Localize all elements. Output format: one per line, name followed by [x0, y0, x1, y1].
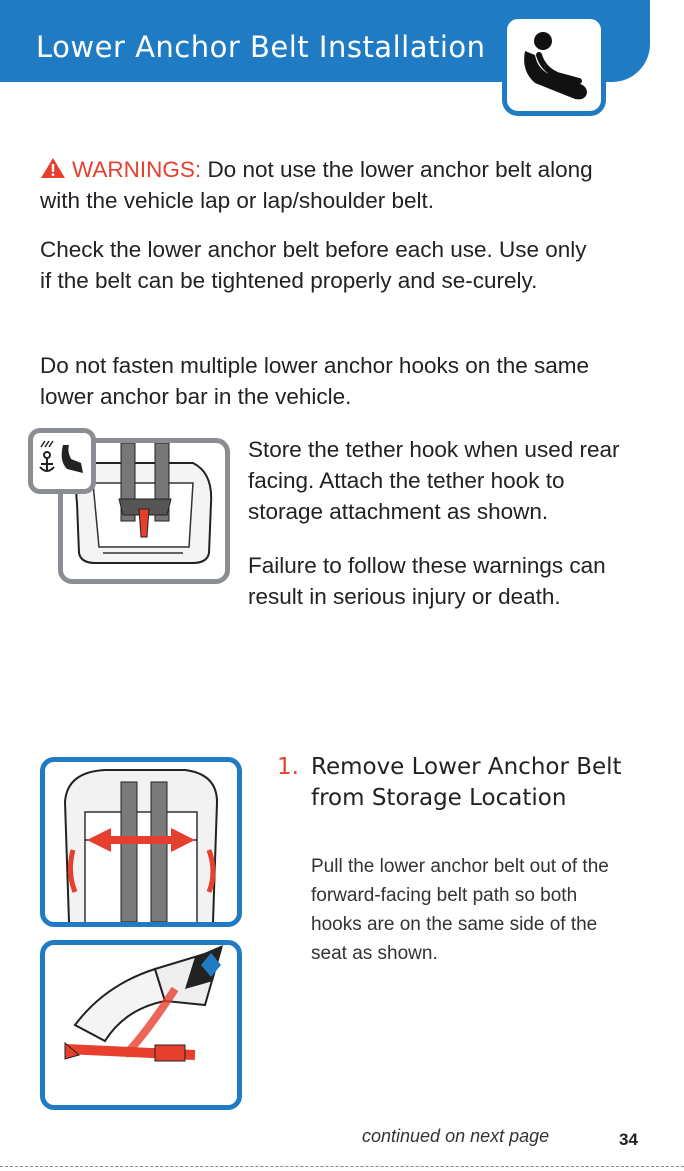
tether-storage-text: Store the tether hook when used rear facing. Attach the tether hook to storage attachment as shown.	[248, 437, 620, 524]
header-badge	[502, 14, 606, 116]
warnings-label-text: WARNINGS:	[72, 157, 202, 182]
warning-text-1: Do not use the lower anchor belt along with the vehicle lap or lap/shoulder belt.	[40, 157, 593, 213]
warning-paragraph-1	[40, 154, 600, 216]
bottom-divider	[0, 1166, 684, 1167]
page-number: 34	[619, 1130, 638, 1149]
warning-paragraph-3: Do not fasten multiple lower anchor hooks on the same lower anchor bar in the vehicle.	[40, 353, 590, 409]
warning-paragraph-2: Check the lower anchor belt before each use. Use only if the belt can be tightened properly and se-curely.	[40, 237, 587, 293]
continued-note: continued on next page	[362, 1126, 550, 1146]
forward-facing-seat-illustration	[45, 762, 237, 922]
lower-anchor-belt-illustration	[40, 940, 242, 1110]
step-number: 1.	[277, 754, 299, 780]
belt-path-illustration	[40, 757, 242, 927]
page-title: Lower Anchor Belt Installation	[36, 30, 486, 64]
step-1-body: Pull the lower anchor belt out of the forward-facing belt path so both hooks are on the same side of the seat as shown.	[311, 856, 609, 964]
anchor-seat-icon	[33, 433, 91, 489]
step-1-heading	[277, 752, 637, 814]
reclined-seat-icon	[513, 25, 595, 105]
seat-side-with-belt-illustration	[45, 945, 237, 1105]
forward-facing-badge	[28, 428, 96, 494]
warning-triangle-icon	[40, 157, 66, 179]
warning-label	[40, 157, 201, 182]
step-title: Remove Lower Anchor Belt from Storage Location	[311, 754, 622, 811]
failure-warning-text: Failure to follow these warnings can result in serious injury or death.	[248, 553, 606, 609]
